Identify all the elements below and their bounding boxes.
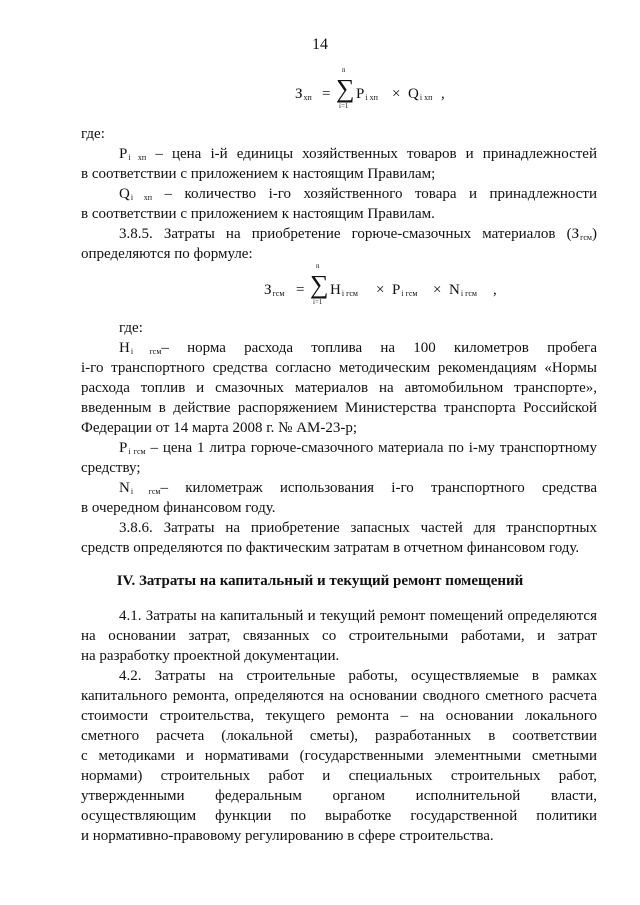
section-heading: IV. Затраты на капитальный и текущий ремонт помещений — [116, 573, 524, 589]
formula-subscript: гсм — [272, 289, 285, 298]
text-line: с методиками и нормативами (государственными элементными сметными — [81, 748, 597, 764]
formula-symbol: P — [356, 86, 365, 102]
text-line: на основании затрат, связанных со строительными работами, и затрат — [81, 628, 597, 644]
inline-subscript: i хп — [130, 193, 153, 202]
text-line: расхода топлив и смазочных материалов на автомобильном транспорте», — [81, 380, 597, 396]
formula-equals: = — [296, 282, 305, 298]
text-line: где: — [119, 320, 143, 336]
text-line: капитального ремонта, определяются на основании сводного сметного расчета — [81, 688, 597, 704]
formula-symbol: З — [264, 282, 272, 298]
text-span: – цена i-й единицы хозяйственных товаров и принадлежностей — [146, 146, 597, 162]
text-span: ) — [592, 226, 597, 242]
inline-symbol: З — [571, 226, 580, 242]
text-span: – норма расхода топлива на 100 километров пробега — [161, 340, 597, 356]
formula-subscript: i гсм — [460, 289, 477, 298]
text-line: определяются по формуле: — [81, 246, 253, 262]
formula-subscript: i гсм — [401, 289, 418, 298]
text-line: на разработку проектной документации. — [81, 648, 340, 664]
text-line: где: — [81, 126, 105, 142]
formula-comma: , — [441, 86, 445, 102]
inline-symbol: Q — [119, 186, 130, 202]
sum-upper-limit: n — [316, 262, 320, 270]
text-line: стоимости строительства, текущего ремонта – на основании локального — [81, 708, 597, 724]
text-span: – цена 1 литра горюче-смазочного материала по i-му транспортному — [145, 440, 597, 456]
sum-upper-limit: n — [342, 66, 346, 74]
inline-subscript: i хп — [128, 153, 147, 162]
page-number: 14 — [312, 36, 328, 53]
text-line: средству; — [81, 460, 141, 476]
text-line: введенным в действие распоряжением Министерства транспорта Российской — [81, 400, 597, 416]
text-line: средств определяются по фактическим затратам в отчетном финансовом году. — [81, 540, 580, 556]
inline-symbol: N — [119, 480, 130, 496]
formula-subscript: i хп — [365, 93, 378, 102]
formula-times: × — [433, 282, 442, 298]
text-line: 3.8.6. Затраты на приобретение запасных частей для транспортных — [119, 520, 597, 536]
text-line: в соответствии с приложением к настоящим Правилам; — [81, 166, 436, 182]
text-line: осуществляющим функции по выработке государственной политики — [81, 808, 597, 824]
formula-equals: = — [322, 86, 331, 102]
formula-subscript: i хп — [419, 93, 433, 102]
text-line: Федерации от 14 марта 2008 г. № АМ-23-р; — [81, 420, 358, 436]
text-line: в очередном финансовом году. — [81, 500, 276, 516]
inline-subscript: i гсм — [130, 487, 161, 496]
formula-symbol: H — [330, 282, 341, 298]
text-span: – километраж использования i-го транспортного средства — [160, 480, 597, 496]
text-line: сметного расчета (локальной сметы), разработанных в соответствии — [81, 728, 597, 744]
text-line: 4.2. Затраты на строительные работы, осуществляемые в рамках — [119, 668, 597, 684]
formula-symbol: З — [295, 86, 303, 102]
inline-symbol: P — [119, 440, 128, 456]
formula-fuel-lubricants — [0, 262, 640, 306]
formula-symbol: P — [392, 282, 401, 298]
text-line: в соответствии с приложением к настоящим Правилам. — [81, 206, 435, 222]
formula-times: × — [392, 86, 401, 102]
text-line: 4.1. Затраты на капитальный и текущий ремонт помещений определяются — [119, 608, 597, 624]
inline-symbol: P — [119, 146, 128, 162]
text-span: 3.8.5. Затраты на приобретение горюче-смазочных материалов ( — [119, 226, 572, 242]
inline-symbol: H — [119, 340, 130, 356]
formula-household-goods — [0, 66, 640, 110]
inline-subscript: гсм — [580, 233, 592, 242]
formula-symbol: N — [449, 282, 460, 298]
text-line: нормами) строительных работ и специальных строительных работ, — [81, 768, 597, 784]
text-span: – количество i-го хозяйственного товара и принадлежности — [152, 186, 597, 202]
formula-comma: , — [493, 282, 497, 298]
text-line: утвержденными федеральным органом исполнительной власти, — [81, 788, 597, 804]
formula-subscript: i гсм — [341, 289, 358, 298]
text-line: и нормативно-правовому регулированию в сфере строительства. — [81, 828, 494, 844]
sum-lower-limit: i=1 — [339, 102, 349, 110]
inline-subscript: i гсм — [128, 447, 146, 456]
formula-subscript: хп — [303, 93, 312, 102]
sum-sign: ∑ — [336, 74, 355, 103]
formula-times: × — [376, 282, 385, 298]
sum-sign: ∑ — [310, 270, 329, 299]
formula-symbol: Q — [408, 86, 419, 102]
text-line: i-го транспортного средства согласно методическим рекомендациям «Нормы — [81, 360, 597, 376]
inline-subscript: i гсм — [130, 347, 162, 356]
sum-lower-limit: i=1 — [313, 298, 323, 306]
